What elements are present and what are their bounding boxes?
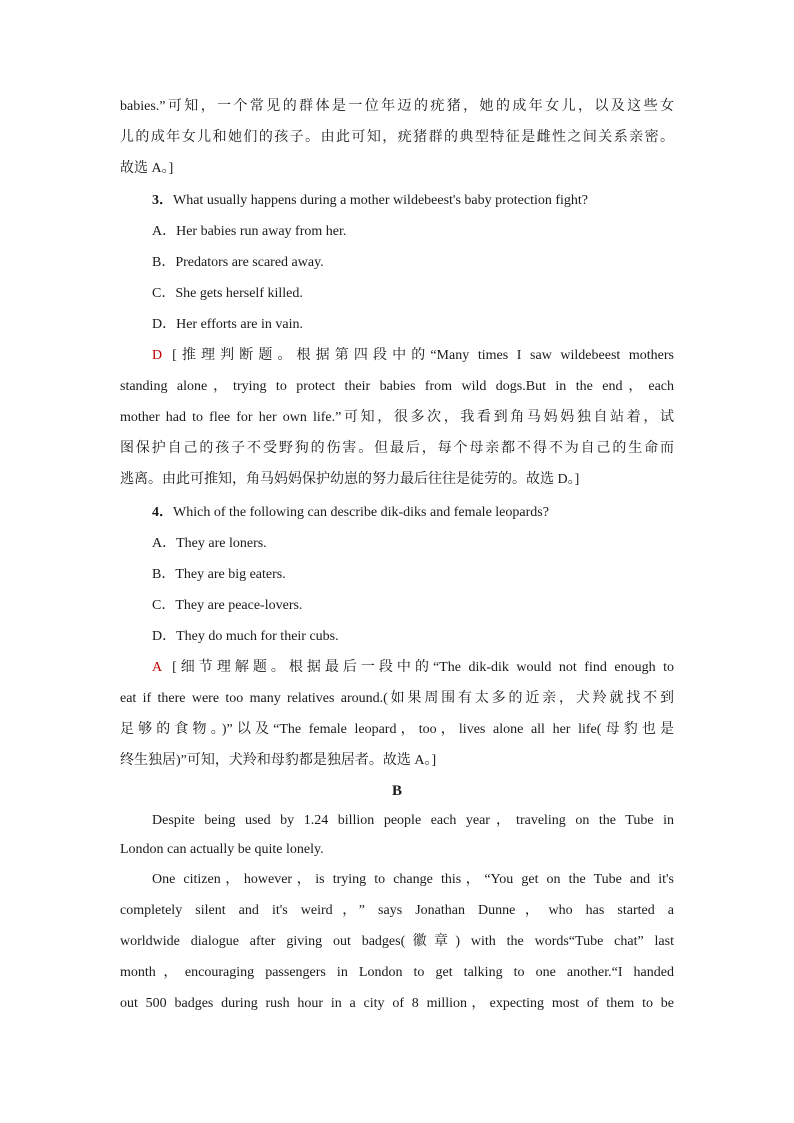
section-b-p1-line-2: London can actually be quite lonely. [120, 842, 324, 857]
q4-explanation-text-1: [细节理解题。根据最后一段中的“The dik-dik would not find enough to [172, 660, 674, 675]
section-b-p2-line-3: worldwide dialogue after giving out badges(徽章) with the words“Tube chat” last [120, 934, 674, 949]
q3-explanation-line-1 [152, 346, 674, 366]
intro-line-2: 儿的成年女儿和她们的孩子。由此可知，疣猪群的典型特征是雌性之间关系亲密。 [120, 130, 674, 145]
q4-option-b: B．They are big eaters. [152, 567, 286, 582]
q3-option-a: A．Her babies run away from her. [152, 224, 347, 239]
q4-option-c: C．They are peace-lovers. [152, 598, 303, 613]
question-3-text: What usually happens during a mother wildebeest's baby protection fight? [173, 193, 589, 208]
section-b-heading: B [391, 783, 402, 799]
question-4 [152, 503, 674, 523]
q4-option-d: D．They do much for their cubs. [152, 629, 339, 644]
intro-line-1: babies.”可知，一个常见的群体是一位年迈的疣猪，她的成年女儿，以及这些女 [120, 99, 674, 114]
q4-explanation-line-1 [152, 658, 674, 678]
q4-answer: A [152, 660, 163, 675]
q3-explanation-text-1: [推理判断题。根据第四段中的“Many times I saw wildebeest mothers [172, 348, 674, 363]
question-4-text: Which of the following can describe dik-diks and female leopards? [173, 505, 549, 520]
intro-line-3: 故选 A。] [120, 161, 174, 176]
q3-explanation-line-4: 图保护自己的孩子不受野狗的伤害。但最后，每个母亲都不得不为自己的生命而 [120, 441, 674, 456]
question-4-number: 4． [152, 505, 173, 520]
q3-option-c: C．She gets herself killed. [152, 286, 303, 301]
q3-answer: D [152, 348, 163, 363]
q3-option-b: B．Predators are scared away. [152, 255, 324, 270]
q3-explanation-line-2: standing alone，trying to protect their babies from wild dogs.But in the end，each [120, 379, 674, 394]
section-b-p2-line-5: out 500 badges during rush hour in a city of 8 million，expecting most of them to be [120, 996, 674, 1011]
question-3-number: 3． [152, 193, 173, 208]
q3-explanation-line-5: 逃离。由此可推知，角马妈妈保护幼崽的努力最后往往是徒劳的。故选 D。] [120, 472, 580, 487]
section-b-p2-line-1: One citizen，however，is trying to change this，“You get on the Tube and it's [152, 872, 674, 887]
q4-explanation-line-3: 足够的食物。)”以及“The female leopard，too，lives alone all her life(母豹也是 [120, 722, 674, 737]
q4-explanation-line-2: eat if there were too many relatives around.(如果周围有太多的近亲，犬羚就找不到 [120, 691, 674, 706]
q3-option-d: D．Her efforts are in vain. [152, 317, 303, 332]
q3-explanation-line-3: mother had to flee for her own life.”可知，很多次，我看到角马妈妈独自站着，试 [120, 410, 674, 425]
q4-option-a: A．They are loners. [152, 536, 267, 551]
section-b-p2-line-4: month，encouraging passengers in London to get talking to one another.“I handed [120, 965, 674, 980]
section-b-p2-line-2: completely silent and it's weird，” says Jonathan Dunne，who has started a [120, 903, 674, 918]
section-b-p1-line-1: Despite being used by 1.24 billion people each year，traveling on the Tube in [152, 813, 674, 828]
q4-explanation-line-4: 终生独居)”可知，犬羚和母豹都是独居者。故选 A。] [120, 753, 437, 768]
question-3 [152, 191, 674, 211]
